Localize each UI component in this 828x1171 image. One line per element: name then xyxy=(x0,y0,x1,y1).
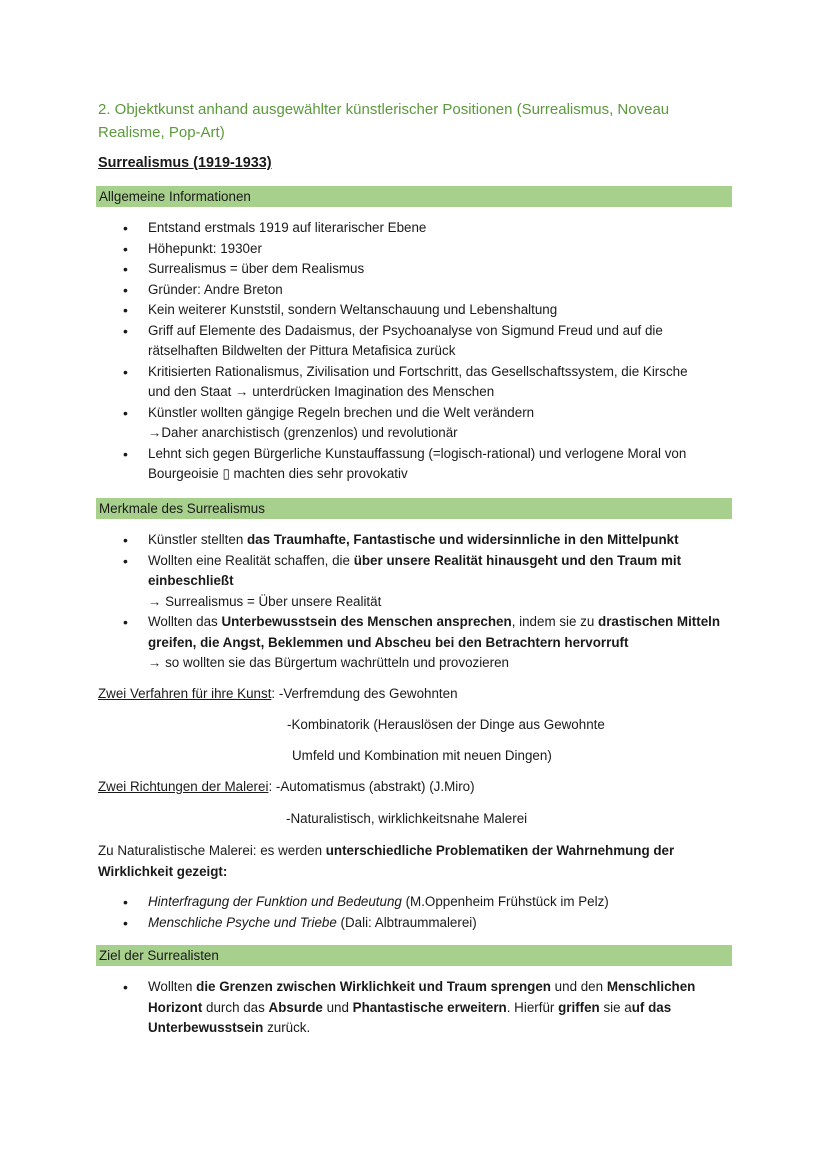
bold-text: griffen xyxy=(558,999,600,1015)
list-item xyxy=(120,977,695,998)
naturalistisch-list xyxy=(120,892,609,933)
verfahren-label: Zwei Verfahren für ihre Kunst xyxy=(98,686,272,701)
verfahren-value-1: -Verfremdung des Gewohnten xyxy=(278,686,458,701)
text: Wollten eine Realität schaffen, die xyxy=(148,552,354,568)
list-item: • Kritisierten Rationalismus, Zivilisation und Fortschritt, das Gesellschaftssystem, die Kirsche xyxy=(120,362,688,383)
bold-text: greifen, die Angst, Beklemmen und Abscheu bei den Betrachtern hervorruft xyxy=(148,634,629,650)
merkmale-list xyxy=(120,530,720,674)
text: und xyxy=(322,999,353,1015)
list-item-continuation xyxy=(120,1018,695,1039)
chapter-heading: 2. Objektkunst anhand ausgewählter künstlerischer Positionen (Surrealismus, Noveau Realisme, Pop-Art) xyxy=(98,101,670,141)
text: sie a xyxy=(599,999,632,1015)
list-item-continuation: Bourgeoisie ▯ machten dies sehr provokativ xyxy=(148,466,408,481)
verfahren-value-2: -Kombinatorik (Herauslösen der Dinge aus Gewohnte xyxy=(287,717,605,732)
list-item xyxy=(120,892,609,913)
list-item: • Höhepunkt: 1930er xyxy=(120,239,688,260)
text: (Dali: Albtraummalerei) xyxy=(336,914,477,930)
text: zurück. xyxy=(263,1020,311,1035)
list-item-continuation xyxy=(120,998,695,1019)
bold-text: uf das xyxy=(631,999,672,1015)
verfahren-row xyxy=(98,684,458,704)
text: , indem sie zu xyxy=(511,614,599,629)
section-bar-merkmale: Merkmale des Surrealismus xyxy=(96,498,732,519)
bold-text: Phantastische erweitern xyxy=(352,999,507,1015)
list-item xyxy=(120,612,720,633)
richtungen-label: Zwei Richtungen der Malerei xyxy=(98,779,269,794)
list-item: • Gründer: Andre Breton xyxy=(120,280,688,301)
bold-text: Menschlichen xyxy=(606,979,696,994)
bold-text: Horizont xyxy=(148,999,203,1015)
text: . Hierfür xyxy=(506,999,559,1015)
arrow-note: → so wollten sie das Bürgertum wachrütteln und provozieren xyxy=(148,655,509,670)
bold-text: drastischen Mitteln xyxy=(598,614,721,629)
list-item-continuation: und den Staat → unterdrücken Imagination des Menschen xyxy=(148,384,495,399)
bold-text: Unterbewusstsein des Menschen ansprechen xyxy=(221,614,512,629)
list-item: • Lehnt sich gegen Bürgerliche Kunstauffassung (=logisch-rational) und verlogene Moral von xyxy=(120,444,688,465)
italic-text: Hinterfragung der Funktion und Bedeutung xyxy=(148,894,402,909)
colon: : xyxy=(271,686,276,701)
text: und den xyxy=(550,979,607,994)
list-item: • Surrealismus = über dem Realismus xyxy=(120,259,688,280)
section-bar-allgemein: Allgemeine Informationen xyxy=(96,186,732,207)
richtungen-row xyxy=(98,777,475,797)
text: Wollten das xyxy=(148,614,222,629)
bold-text: die Grenzen zwischen Wirklichkeit und Traum sprengen xyxy=(196,979,551,994)
bold-text: einbeschließt xyxy=(148,573,234,588)
list-item xyxy=(120,530,720,551)
list-item-continuation xyxy=(120,571,720,592)
text: (M.Oppenheim Frühstück im Pelz) xyxy=(401,894,609,909)
italic-text: Menschliche Psyche und Triebe xyxy=(148,914,337,930)
section-title: Surrealismus (1919-1933) xyxy=(98,155,272,171)
text: durch das xyxy=(202,999,269,1015)
list-item: • Griff auf Elemente des Dadaismus, der Psychoanalyse von Sigmund Freud und auf die xyxy=(120,321,688,342)
richtungen-value-1: -Automatismus (abstrakt) (J.Miro) xyxy=(275,779,475,794)
list-item-continuation xyxy=(120,633,720,654)
text: Wollten xyxy=(148,979,197,994)
list-item-continuation: rätselhaften Bildwelten der Pittura Metafisica zurück xyxy=(148,343,456,358)
list-item xyxy=(120,913,609,934)
naturalistisch-paragraph xyxy=(98,841,674,861)
list-item: • Entstand erstmals 1919 auf literarischer Ebene xyxy=(120,218,688,239)
verfahren-value-3: Umfeld und Kombination mit neuen Dingen) xyxy=(292,748,552,763)
bold-text: Unterbewusstsein xyxy=(148,1020,264,1035)
bold-text: Absurde xyxy=(268,999,323,1015)
text: Zu Naturalistische Malerei: es werden xyxy=(98,843,326,858)
list-item: • Künstler wollten gängige Regeln brechen und die Welt verändern xyxy=(120,403,688,424)
bold-text: Wirklichkeit gezeigt: xyxy=(98,864,228,879)
list-item: • Kein weiterer Kunststil, sondern Weltanschauung und Lebenshaltung xyxy=(120,300,688,321)
naturalistisch-paragraph-cont xyxy=(98,862,227,882)
section-bar-ziel: Ziel der Surrealisten xyxy=(96,945,732,966)
bold-text: unterschiedliche Problematiken der Wahrnehmung der xyxy=(325,843,675,858)
list-item xyxy=(120,551,720,572)
text: Künstler stellten xyxy=(148,532,247,547)
richtungen-value-2: -Naturalistisch, wirklichkeitsnahe Malerei xyxy=(286,811,528,826)
colon: : xyxy=(268,779,273,794)
bold-text: das Traumhafte, Fantastische und widersinnliche in den Mittelpunkt xyxy=(247,532,679,547)
bold-text: über unsere Realität hinausgeht und den Traum mit xyxy=(353,552,682,568)
list-item-continuation: →Daher anarchistisch (grenzenlos) und revolutionär xyxy=(148,425,458,440)
arrow-note: → Surrealismus = Über unsere Realität xyxy=(148,593,382,609)
ziel-list xyxy=(120,977,695,1039)
allgemein-list xyxy=(120,218,688,485)
